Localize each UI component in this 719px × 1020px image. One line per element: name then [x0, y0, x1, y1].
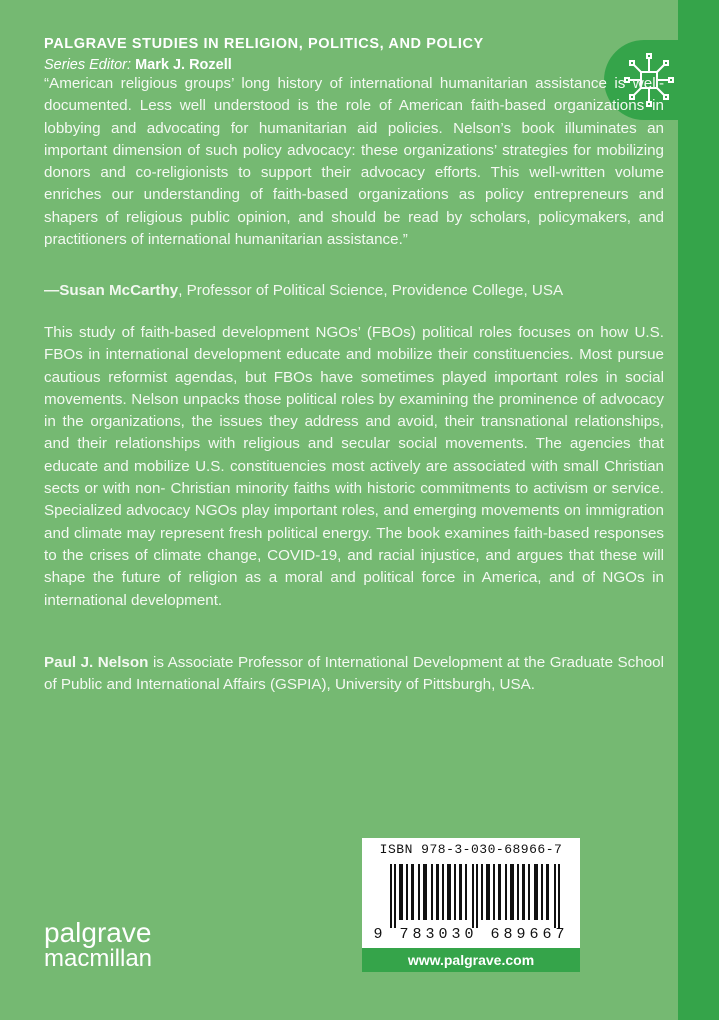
book-description: This study of faith-based development NGOs’ (FBOs) political roles focuses on how U.S. FBOs in international development educate and mobilize their constituencies. Most pursue cautious reformist agendas, but FBOs have sometimes played important roles in social movements. Nelson unpacks those political roles by examining the prominence of advocacy in the organizations, the issues they address and avoid, their transnational relationships, and their relationships with religious and secular social movements. The agencies that educate and mobilize U.S. constituencies most actively are associated with small Christian sects or with non- Christian minority faiths with historic commitments to activism or service. Specialized advocacy NGOs play important roles, and emerging movements on immigration and climate may represent fresh political energy. The book examines faith-based responses to the crises of climate change, COVID-19, and racial injustice, and argues that these will shape the future of religion as a moral and political force in America, and of NGOs in international development. — [44, 324, 664, 609]
author-name: Paul J. Nelson — [44, 654, 149, 671]
editor-label: Series Editor: — [44, 57, 132, 73]
isbn-label: ISBN 978-3-030-68966-7 — [379, 842, 563, 857]
editor-name: Mark J. Rozell — [135, 57, 232, 73]
barcode — [390, 864, 560, 928]
endorsement-quote: “American religious groups’ long history of international humanitarian assistance is well-documented. Less well understood is the role of American faith-based organizations in lobbying and advocating for humanitarian aid policies. Nelson’s book illuminates an important dimension of such policy advocacy: these organizations’ strategies for mobilizing donors and co-religionists to support their advocacy efforts. This well-written volume enriches our understanding of faith-based organizations as policy entrepreneurs and shapers of religious public opinion, and should be read by scholars, policymakers, and practitioners of international humanitarian assistance.” — [44, 75, 664, 249]
quote-author: —Susan McCarthy — [44, 282, 179, 299]
series-title: PALGRAVE STUDIES IN RELIGION, POLITICS, AND POLICY — [44, 36, 484, 52]
logo-line-2: macmillan — [44, 945, 153, 972]
logo-line-1: palgrave — [44, 917, 152, 948]
series-editor — [44, 57, 232, 73]
publisher-url: www.palgrave.com — [362, 948, 580, 972]
barcode-digits: 9 783030 689667 — [373, 926, 569, 943]
spine — [678, 0, 719, 1020]
quote-affiliation: , Professor of Political Science, Providence College, USA — [178, 282, 564, 299]
barcode-box — [362, 838, 580, 948]
author-bio — [44, 652, 664, 697]
quote-attribution — [44, 282, 563, 299]
publisher-logo — [44, 917, 153, 972]
bio-text: is Associate Professor of International Development at the Graduate School of Public and International Affairs (GSPIA), University of Pittsburgh, USA. — [44, 654, 664, 694]
